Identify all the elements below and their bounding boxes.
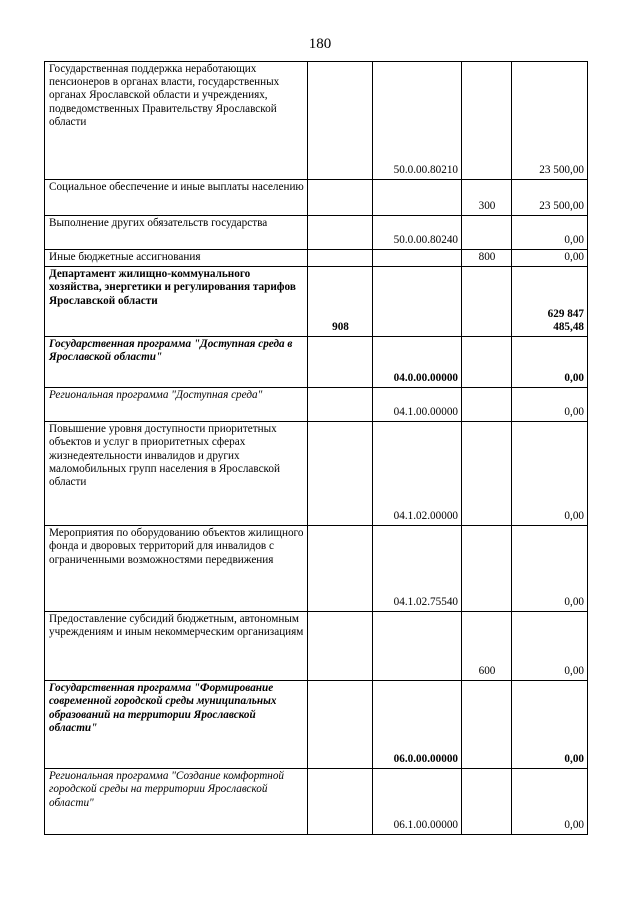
row-amount: 23 500,00 [512,180,588,216]
row-name: Государственная поддержка неработающих пенсионеров в органах власти, государственных органах Ярославской области и учреждениях, подведомственных Правительству Ярославской области [45,62,308,180]
row-expense-type: 600 [462,612,512,681]
budget-table [44,61,588,835]
row-department-code: 908 [308,267,373,337]
row-target-code [373,267,462,337]
table-row [45,337,588,388]
row-department-code [308,337,373,388]
row-amount: 0,00 [512,250,588,267]
row-name: Повышение уровня доступности приоритетных объектов и услуг в приоритетных сферах жизнедеятельности инвалидов и других маломобильных групп населения в Ярославской области [45,422,308,526]
row-target-code: 04.1.02.00000 [373,422,462,526]
row-target-code [373,250,462,267]
row-expense-type [462,681,512,769]
row-amount: 23 500,00 [512,62,588,180]
row-department-code [308,612,373,681]
row-name: Мероприятия по оборудованию объектов жилищного фонда и дворовых территорий для инвалидов с ограниченными возможностями передвижения [45,526,308,612]
row-target-code [373,180,462,216]
row-name: Государственная программа "Доступная среда в Ярославской области" [45,337,308,388]
table-row [45,526,588,612]
row-name: Выполнение других обязательств государства [45,216,308,250]
table-row [45,422,588,526]
row-target-code: 06.1.00.00000 [373,769,462,835]
table-row [45,180,588,216]
row-department-code [308,250,373,267]
row-target-code: 04.0.00.00000 [373,337,462,388]
row-name: Иные бюджетные ассигнования [45,250,308,267]
row-name: Региональная программа "Доступная среда" [45,388,308,422]
table-row [45,267,588,337]
row-amount: 0,00 [512,337,588,388]
row-amount: 0,00 [512,769,588,835]
row-amount: 0,00 [512,681,588,769]
row-expense-type [462,526,512,612]
row-expense-type [462,769,512,835]
table-row [45,250,588,267]
row-amount: 629 847 485,48 [512,267,588,337]
row-amount: 0,00 [512,388,588,422]
row-name: Департамент жилищно-коммунального хозяйства, энергетики и регулирования тарифов Ярославской области [45,267,308,337]
row-expense-type [462,216,512,250]
row-name: Региональная программа "Создание комфортной городской среды на территории Ярославской области" [45,769,308,835]
row-amount: 0,00 [512,526,588,612]
row-department-code [308,526,373,612]
row-expense-type: 300 [462,180,512,216]
row-name: Предоставление субсидий бюджетным, автономным учреждениям и иным некоммерческим организациям [45,612,308,681]
row-name: Государственная программа "Формирование современной городской среды муниципальных образований на территории Ярославской области" [45,681,308,769]
row-target-code: 04.1.02.75540 [373,526,462,612]
row-department-code [308,388,373,422]
table-row [45,612,588,681]
row-expense-type [462,388,512,422]
row-amount: 0,00 [512,216,588,250]
row-department-code [308,681,373,769]
row-amount: 0,00 [512,612,588,681]
row-target-code: 50.0.00.80210 [373,62,462,180]
page-number: 180 [308,36,332,52]
row-target-code: 04.1.00.00000 [373,388,462,422]
table-row [45,388,588,422]
row-department-code [308,769,373,835]
row-expense-type [462,62,512,180]
table-row [45,216,588,250]
row-target-code [373,612,462,681]
row-expense-type [462,337,512,388]
row-department-code [308,180,373,216]
table-row [45,681,588,769]
row-target-code: 06.0.00.00000 [373,681,462,769]
row-department-code [308,62,373,180]
table-row [45,62,588,180]
row-department-code [308,216,373,250]
row-name: Социальное обеспечение и иные выплаты населению [45,180,308,216]
row-expense-type: 800 [462,250,512,267]
row-expense-type [462,267,512,337]
row-target-code: 50.0.00.80240 [373,216,462,250]
row-amount: 0,00 [512,422,588,526]
row-expense-type [462,422,512,526]
table-row [45,769,588,835]
row-department-code [308,422,373,526]
